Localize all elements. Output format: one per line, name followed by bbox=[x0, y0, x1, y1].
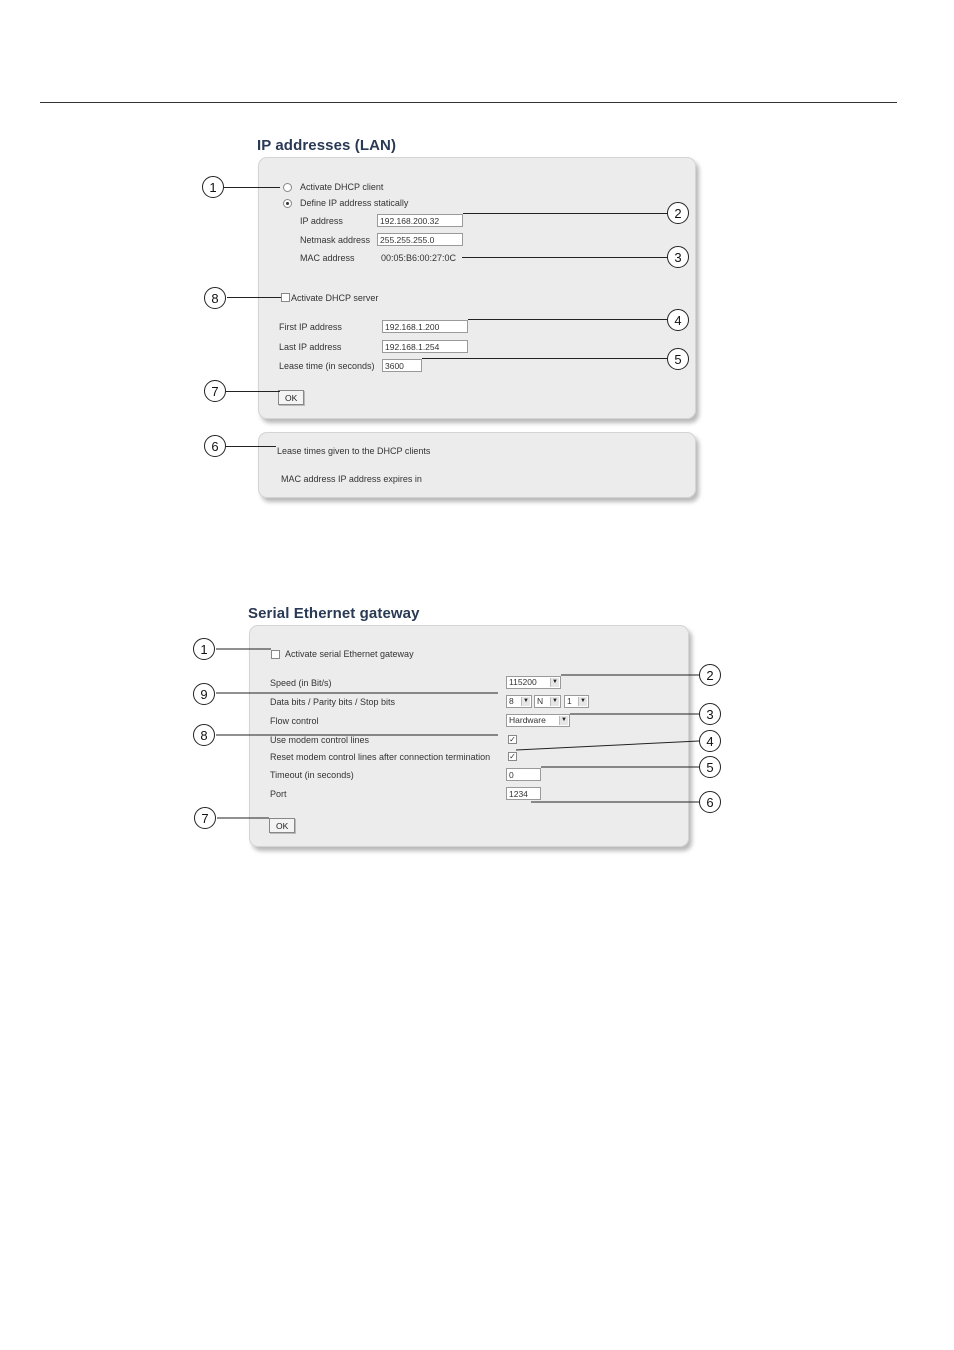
lan-ok-button[interactable]: OK bbox=[278, 390, 304, 405]
speed-value: 115200 bbox=[509, 677, 537, 687]
timeout-label: Timeout (in seconds) bbox=[270, 770, 354, 780]
modem-lines-checkbox[interactable]: ✓ bbox=[509, 735, 516, 744]
lan-section-title: IP addresses (LAN) bbox=[257, 137, 397, 154]
callout-marker: 8 bbox=[204, 287, 226, 309]
serial-section-title: Serial Ethernet gateway bbox=[248, 605, 420, 622]
last-ip-label: Last IP address bbox=[279, 342, 342, 352]
netmask-label: Netmask address bbox=[300, 235, 371, 245]
callout-marker: 3 bbox=[667, 246, 689, 268]
static-ip-label: Define IP address statically bbox=[300, 198, 409, 208]
reset-modem-label: Reset modem control lines after connection termination bbox=[270, 752, 491, 762]
callout-marker: 4 bbox=[699, 730, 721, 752]
modem-lines-label: Use modem control lines bbox=[270, 735, 370, 745]
callout-marker: 6 bbox=[699, 791, 721, 813]
callout-marker: 8 bbox=[193, 724, 215, 746]
callout-marker: 2 bbox=[699, 664, 721, 686]
callout-marker: 1 bbox=[193, 638, 215, 660]
netmask-input[interactable]: 255.255.255.0 bbox=[377, 233, 463, 246]
chevron-down-icon: ▼ bbox=[550, 697, 559, 706]
dhcp-client-label: Activate DHCP client bbox=[300, 182, 384, 192]
lease-table-header: MAC address IP address expires in bbox=[281, 474, 422, 484]
flow-control-label: Flow control bbox=[270, 716, 319, 726]
ip-address-label: IP address bbox=[300, 216, 343, 226]
dhcp-server-label: Activate DHCP server bbox=[291, 293, 379, 303]
callout-marker: 3 bbox=[699, 703, 721, 725]
parity-value: N bbox=[537, 696, 544, 706]
serial-ok-button[interactable]: OK bbox=[269, 818, 295, 833]
chevron-down-icon: ▼ bbox=[559, 716, 568, 725]
serial-activate-label: Activate serial Ethernet gateway bbox=[285, 649, 414, 659]
chevron-down-icon: ▼ bbox=[550, 678, 559, 687]
mac-address-value: 00:05:B6:00:27:0C bbox=[381, 253, 457, 263]
lease-time-input[interactable]: 3600 bbox=[382, 359, 422, 372]
first-ip-input[interactable]: 192.168.1.200 bbox=[382, 320, 468, 333]
callout-marker: 6 bbox=[204, 435, 226, 457]
callout-marker: 5 bbox=[667, 348, 689, 370]
callout-marker: 2 bbox=[667, 202, 689, 224]
flow-control-value: Hardware bbox=[509, 715, 546, 725]
callout-marker: 9 bbox=[193, 683, 215, 705]
chevron-down-icon: ▼ bbox=[521, 697, 530, 706]
stopbits-value: 1 bbox=[567, 696, 572, 706]
port-input[interactable]: 1234 bbox=[506, 787, 541, 800]
timeout-input[interactable]: 0 bbox=[506, 768, 541, 781]
callout-marker: 1 bbox=[202, 176, 224, 198]
lease-panel-title: Lease times given to the DHCP clients bbox=[277, 446, 431, 456]
port-label: Port bbox=[270, 789, 287, 799]
reset-modem-checkbox[interactable]: ✓ bbox=[509, 752, 516, 761]
callout-marker: 7 bbox=[204, 380, 226, 402]
speed-label: Speed (in Bit/s) bbox=[270, 678, 332, 688]
ip-address-input[interactable]: 192.168.200.32 bbox=[377, 214, 463, 227]
chevron-down-icon: ▼ bbox=[578, 697, 587, 706]
callout-marker: 7 bbox=[194, 807, 216, 829]
mac-address-label: MAC address bbox=[300, 253, 355, 263]
databits-value: 8 bbox=[509, 696, 514, 706]
callout-marker: 5 bbox=[699, 756, 721, 778]
last-ip-input[interactable]: 192.168.1.254 bbox=[382, 340, 468, 353]
lease-time-label: Lease time (in seconds) bbox=[279, 361, 375, 371]
databits-label: Data bits / Parity bits / Stop bits bbox=[270, 697, 396, 707]
callout-marker: 4 bbox=[667, 309, 689, 331]
first-ip-label: First IP address bbox=[279, 322, 342, 332]
